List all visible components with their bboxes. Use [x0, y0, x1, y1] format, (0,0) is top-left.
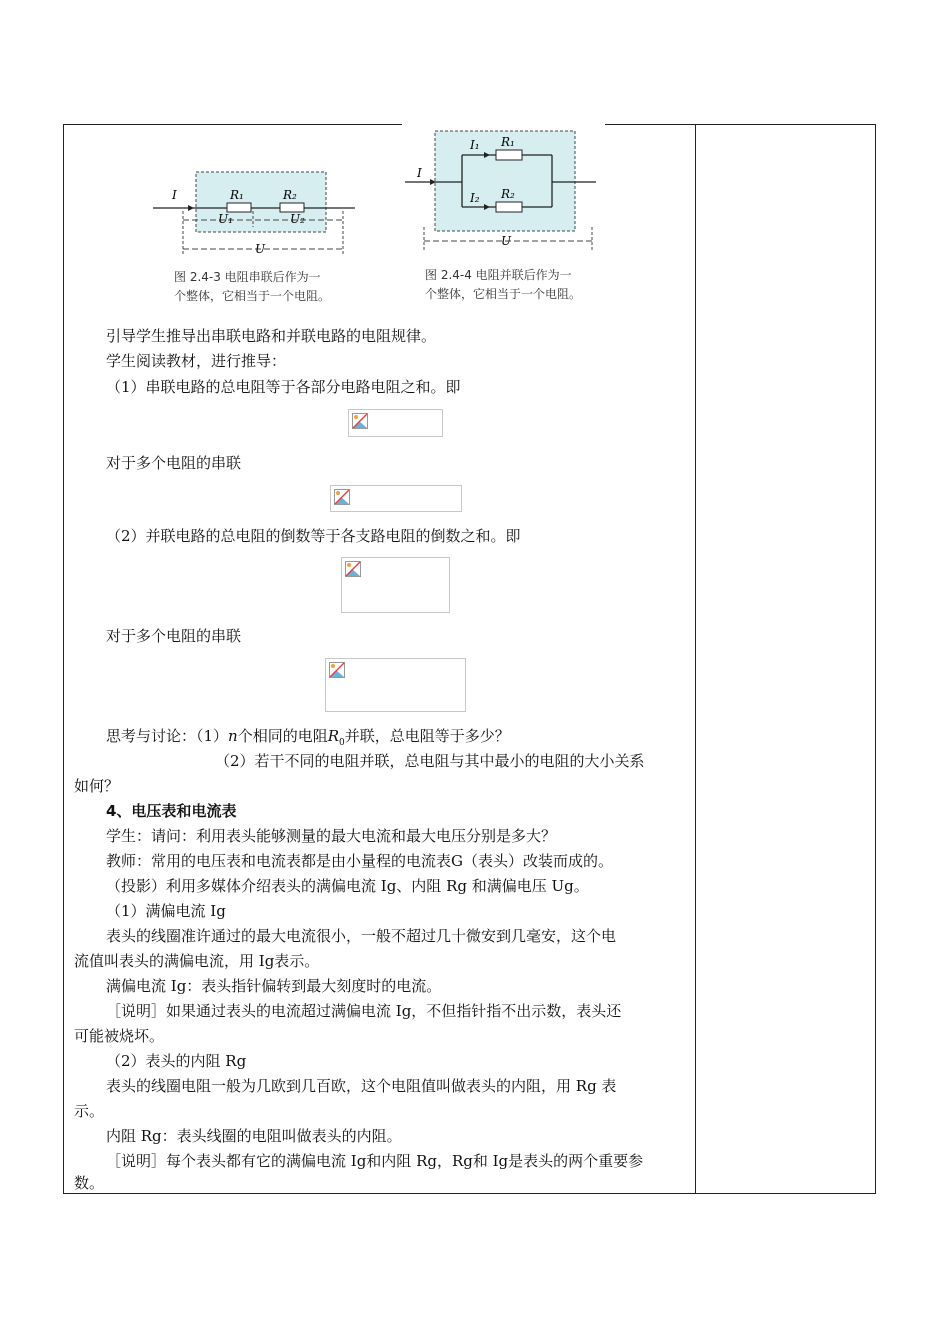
broken-image-icon [345, 561, 361, 577]
text-line: 数。 [74, 1174, 105, 1192]
broken-image-icon [352, 413, 368, 429]
formula-image [325, 658, 466, 712]
text-line: 可能被烧坏。 [74, 1027, 165, 1045]
broken-image-icon [334, 489, 350, 505]
label-r1: R₁ [501, 135, 515, 149]
text-line: 示。 [74, 1102, 105, 1120]
label-u: U [501, 234, 512, 248]
series-caption-1: 图 2.4-3 电阻串联后作为一 [174, 270, 321, 284]
label-u: U [255, 242, 266, 256]
label-u2: U₂ [290, 212, 305, 226]
series-box [196, 172, 326, 232]
resistor-r2 [280, 203, 304, 212]
text-line: 对于多个电阻的串联 [106, 627, 242, 645]
text-line: 学生阅读教材，进行推导： [106, 352, 287, 370]
text-line: 满偏电流 Ig：表头指针偏转到最大刻度时的电流。 [106, 977, 442, 995]
label-i: I [417, 166, 422, 180]
resistor-r1 [227, 203, 251, 212]
text-line: （2）表头的内阻 Rg [106, 1052, 247, 1070]
text-line: 表头的线圈准许通过的最大电流很小，一般不超过几十微安到几毫安，这个电 [106, 927, 617, 945]
column-divider [695, 124, 696, 1194]
text-line: 如何？ [74, 777, 120, 795]
formula-image [330, 485, 462, 512]
text-line: （2）并联电路的总电阻的倒数等于各支路电阻的倒数之和。即 [106, 527, 521, 545]
text-line: 流值叫表头的满偏电流，用 Ig表示。 [74, 952, 320, 970]
text-line: （1）串联电路的总电阻等于各部分电路电阻之和。即 [106, 378, 461, 396]
series-caption-2: 个整体，它相当于一个电阻。 [174, 289, 331, 303]
text-line: ［说明］如果通过表头的电流超过满偏电流 Ig，不但指针指不出示数，表头还 [106, 1002, 622, 1020]
text-line: （1）满偏电流 Ig [106, 902, 226, 920]
parallel-caption-1: 图 2.4-4 电阻并联后作为一 [425, 268, 572, 282]
parallel-caption-2: 个整体，它相当于一个电阻。 [425, 287, 582, 301]
text-line: 引导学生推导出串联电路和并联电路的电阻规律。 [106, 327, 437, 345]
parallel-circuit-figure [400, 127, 600, 262]
text-line: 内阻 Rg：表头线圈的电阻叫做表头的内阻。 [106, 1127, 402, 1145]
label-r2: R₂ [283, 188, 297, 202]
text-line: 学生：请问：利用表头能够测量的最大电流和最大电压分别是多大？ [106, 827, 557, 845]
series-circuit-figure [150, 165, 360, 265]
text-line: （投影）利用多媒体介绍表头的满偏电流 Ig、内阻 Rg 和满偏电压 Ug。 [106, 877, 589, 895]
formula-image [348, 409, 443, 437]
formula-image [341, 557, 450, 613]
resistor-r1 [496, 150, 522, 160]
text-line: ［说明］每个表头都有它的满偏电流 Ig和内阻 Rg，Rg和 Ig是表头的两个重要参 [106, 1152, 644, 1170]
text-line: 对于多个电阻的串联 [106, 454, 242, 472]
label-r2: R₂ [501, 187, 515, 201]
resistor-r2 [496, 202, 522, 212]
text-line: 教师：常用的电压表和电流表都是由小量程的电流表G（表头）改装而成的。 [106, 852, 613, 870]
text-line: （2）若干不同的电阻并联，总电阻与其中最小的电阻的大小关系 [215, 752, 645, 770]
label-r1: R₁ [230, 188, 244, 202]
text-line: 表头的线圈电阻一般为几欧到几百欧，这个电阻值叫做表头的内阻，用 Rg 表 [106, 1077, 617, 1095]
label-u1: U₁ [218, 212, 233, 226]
broken-image-icon [329, 662, 345, 678]
section-heading: 4、电压表和电流表 [106, 802, 237, 820]
label-i: I [172, 188, 177, 202]
discussion-line-1: 思考与讨论：（1）n个相同的电阻$R_0$并联，总电阻等于多少？ [106, 727, 510, 748]
label-i1: I₁ [470, 138, 480, 152]
label-i2: I₂ [470, 191, 480, 205]
